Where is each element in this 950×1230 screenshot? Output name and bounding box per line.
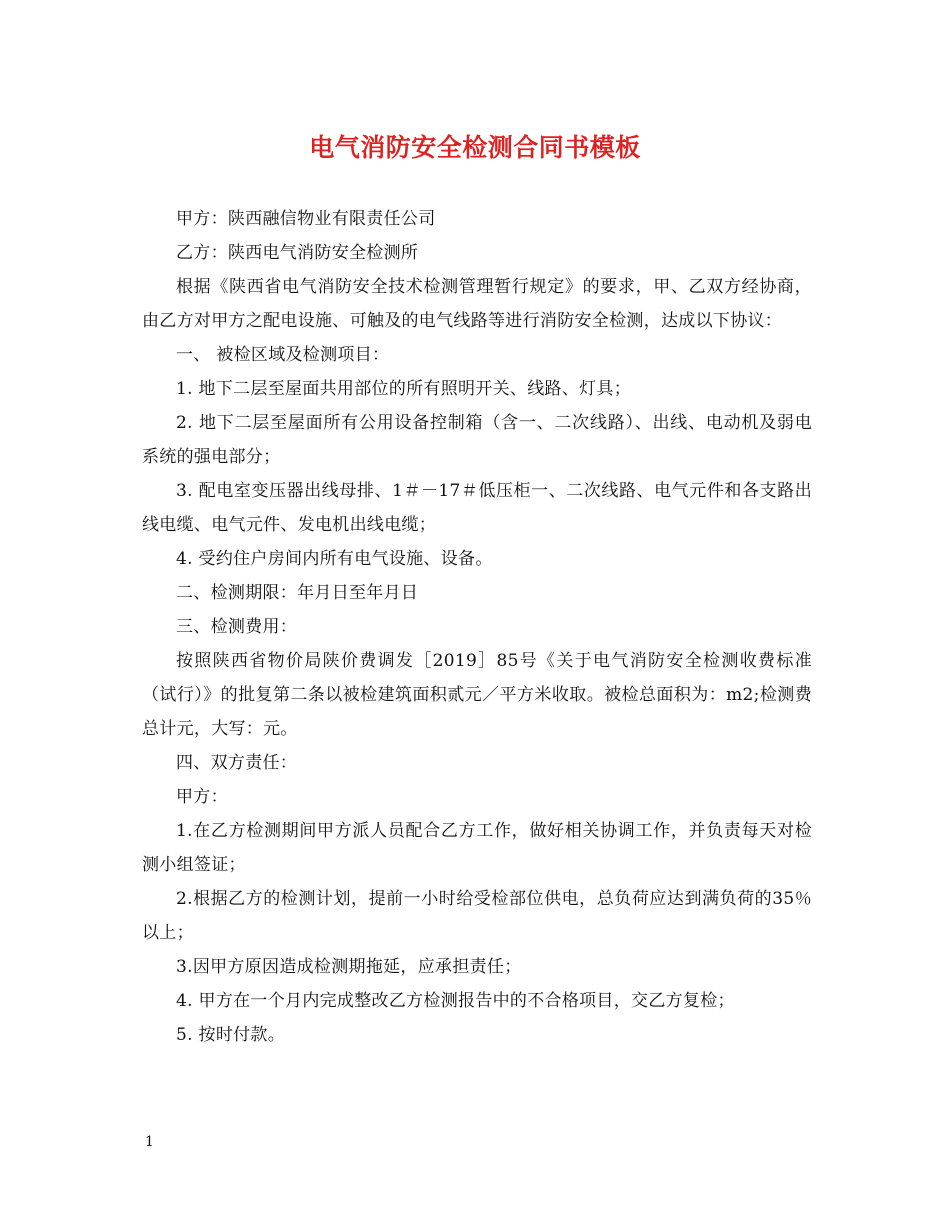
page-number: 1 bbox=[145, 1134, 154, 1150]
paragraph: 甲方： bbox=[176, 787, 228, 807]
paragraph: 一、 被检区域及检测项目： bbox=[176, 345, 390, 365]
paragraph: 乙方：陕西电气消防安全检测所 bbox=[176, 243, 419, 263]
paragraph: 三、检测费用： bbox=[176, 617, 298, 637]
paragraph: 2.根据乙方的检测计划，提前一小时给受检部位供电，总负荷应达到满负荷的35％以上； bbox=[142, 889, 812, 943]
paragraph: 二、检测期限：年月日至年月日 bbox=[176, 583, 419, 603]
paragraph: 3.因甲方原因造成检测期拖延，应承担责任； bbox=[176, 957, 522, 977]
paragraph: 3. 配电室变压器出线母排、1＃－17＃低压柜一、二次线路、电气元件和各支路出线电缆、电气元件、发电机出线电缆； bbox=[142, 481, 812, 535]
paragraph: 1.在乙方检测期间甲方派人员配合乙方工作，做好相关协调工作，并负责每天对检测小组签证； bbox=[142, 821, 812, 875]
paragraph: 4. 受约住户房间内所有电气设施、设备。 bbox=[176, 549, 493, 569]
paragraph: 5. 按时付款。 bbox=[176, 1025, 286, 1045]
paragraph: 四、双方责任： bbox=[176, 753, 298, 773]
document-title: 电气消防安全检测合同书模板 bbox=[309, 133, 641, 162]
paragraph: 4. 甲方在一个月内完成整改乙方检测报告中的不合格项目，交乙方复检； bbox=[176, 991, 735, 1011]
paragraph: 2. 地下二层至屋面所有公用设备控制箱（含一、二次线路）、出线、电动机及弱电系统的强电部分； bbox=[142, 413, 812, 467]
paragraph: 根据《陕西省电气消防安全技术检测管理暂行规定》的要求，甲、乙双方经协商，由乙方对甲方之配电设施、可触及的电气线路等进行消防安全检测，达成以下协议： bbox=[142, 277, 812, 331]
document-body bbox=[142, 202, 812, 1052]
paragraph: 甲方：陕西融信物业有限责任公司 bbox=[176, 209, 436, 229]
paragraph: 1. 地下二层至屋面共用部位的所有照明开关、线路、灯具； bbox=[176, 379, 632, 399]
paragraph: 按照陕西省物价局陕价费调发［2019］85号《关于电气消防安全检测收费标准（试行）》的批复第二条以被检建筑面积贰元／平方米收取。被检总面积为：m2;检测费总计元，大写：元。 bbox=[142, 651, 812, 739]
